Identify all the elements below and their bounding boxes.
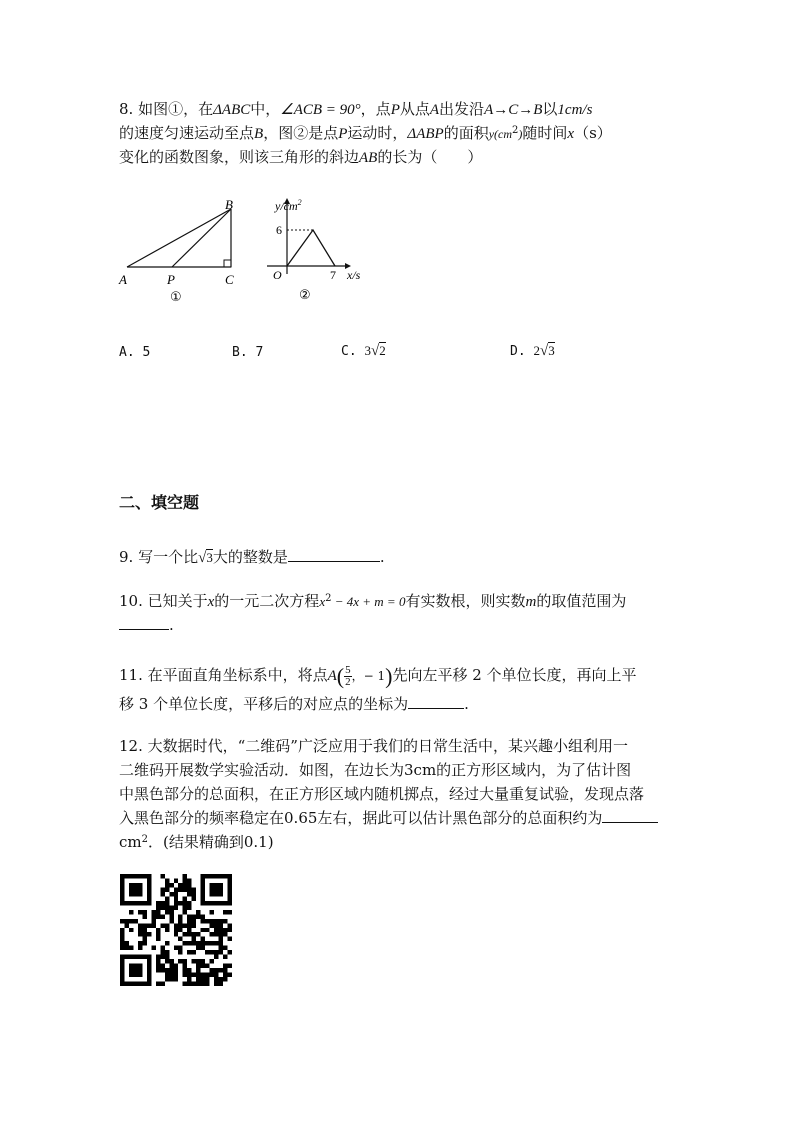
segment-bp: [172, 209, 231, 267]
q8-line2: 的速度匀速运动至点B，图②是点P运动时，ΔABP的面积$y(cm^2)$随时间x（s）: [119, 124, 612, 142]
label-b: B: [225, 197, 233, 212]
q11-line1: 11. 在平面直角坐标系中，将点A( $\frac{5}{2}$ ，− 1)先向左平移 2 个单位长度，再向上平: [119, 663, 637, 689]
sqrt-3: √3: [198, 550, 213, 566]
figure-graph: [265, 190, 375, 305]
label-c: C: [225, 272, 234, 287]
label-a: A: [119, 272, 127, 287]
figure2-label: ②: [299, 288, 311, 303]
y-axis-label: $y/cm^2$: [275, 198, 302, 213]
option-c[interactable]: C. 3√2: [341, 343, 386, 359]
section-title: 二、填空题: [119, 493, 200, 512]
q8-line1: 8. 如图①，在ΔABC中，∠ACB = 90°，点P从点A出发沿A→C→B以1cm/s: [119, 100, 593, 118]
x-tick-7: 7: [330, 268, 336, 282]
q9: 9. 写一个比√3大的整数是 .: [119, 546, 385, 570]
sqrt-3root2: 3√2: [364, 343, 386, 359]
fraction-5-2: $\frac{5}{2}$: [345, 663, 351, 688]
figure-triangle: [115, 195, 255, 305]
q9-answer-blank[interactable]: [288, 547, 380, 562]
q10-line1: 10. 已知关于x的一元二次方程$x^2 - 4x + m = 0$有实数根，则实数m的取值范围为: [119, 592, 627, 610]
q12-answer-blank[interactable]: [602, 808, 658, 823]
graph-line: [287, 230, 335, 266]
q10-line2: .: [119, 614, 174, 637]
q11-line2: 移 3 个单位长度，平移后的对应点的坐标为 .: [119, 695, 469, 713]
q12-line3: 中黑色部分的总面积，在正方形区域内随机掷点，经过大量重复试验，发现点落: [119, 785, 645, 803]
label-p: P: [167, 272, 175, 287]
q12-line1: 12. 大数据时代，“二维码”广泛应用于我们的日常生活中，某兴趣小组利用一: [119, 737, 628, 755]
triangle-hypotenuse-ab: [127, 209, 231, 267]
q8-line3: 变化的函数图象，则该三角形的斜边AB的长为（ ）: [119, 148, 483, 166]
qr-code-image: [120, 874, 232, 986]
q12-line2: 二维码开展数学实验活动．如图，在边长为3cm的正方形区域内，为了估计图: [119, 761, 632, 779]
option-b[interactable]: B. 7: [232, 345, 264, 360]
figure1-label: ①: [170, 290, 182, 305]
q10-answer-blank[interactable]: [119, 615, 169, 630]
y-tick-6: 6: [276, 223, 282, 237]
sqrt-2root3: 2√3: [533, 343, 555, 359]
option-a[interactable]: A. 5: [119, 345, 151, 360]
right-angle-mark: [224, 260, 231, 267]
q12-line5: $cm^2$．(结果精确到0.1): [119, 833, 274, 851]
origin-label: O: [273, 268, 282, 282]
x-axis-label: x/s: [347, 268, 361, 282]
q12-line4: 入黑色部分的频率稳定在0.65左右，据此可以估计黑色部分的总面积约为: [119, 807, 658, 830]
option-d[interactable]: D. 2√3: [510, 343, 555, 359]
q11-answer-blank[interactable]: [408, 694, 464, 709]
